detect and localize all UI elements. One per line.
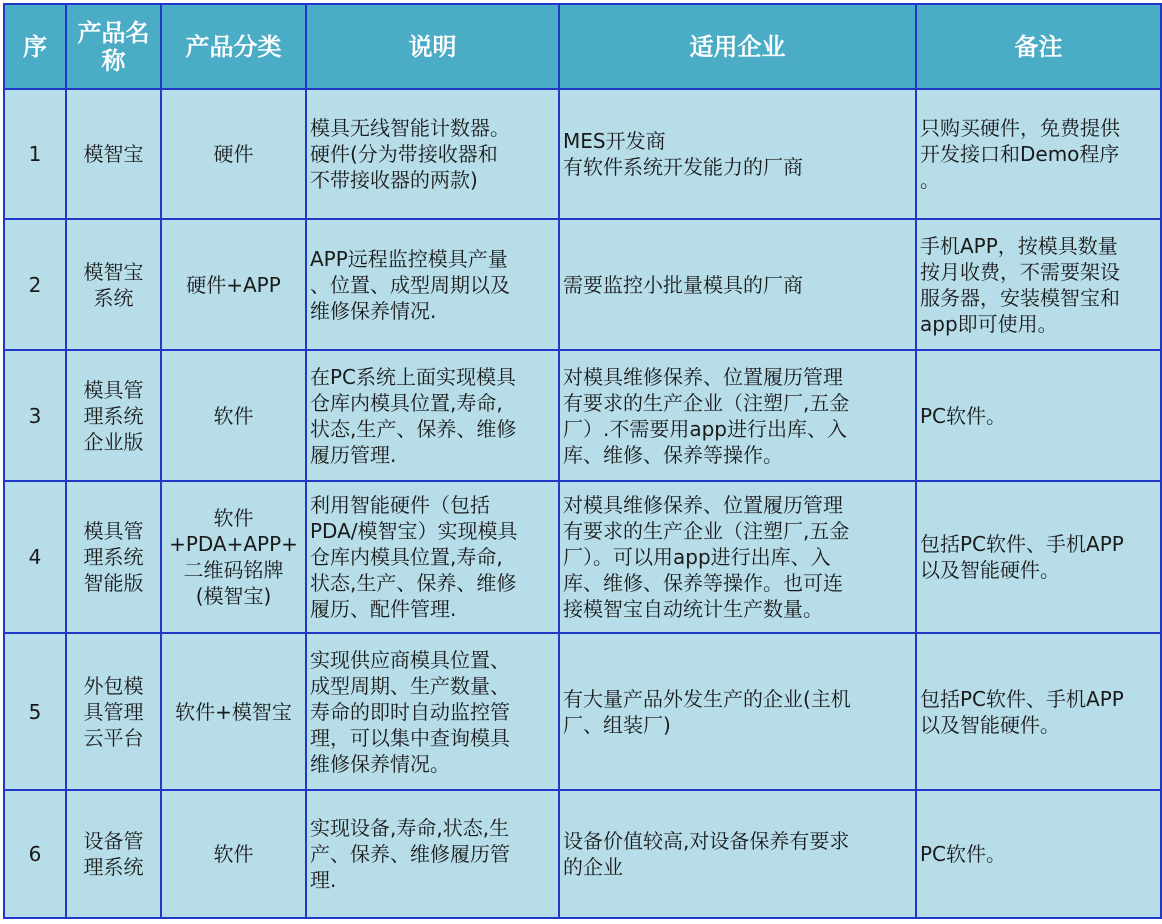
- cell-product-name: 设备管 理系统: [66, 790, 161, 918]
- cell-category: 软件+模智宝: [161, 633, 306, 790]
- cell-category: 硬件+APP: [161, 219, 306, 350]
- cell-no: 2: [4, 219, 66, 350]
- product-table: [3, 3, 1162, 919]
- cell-no: 4: [4, 481, 66, 633]
- cell-product-name: 外包模 具管理 云平台: [66, 633, 161, 790]
- cell-target-companies: 对模具维修保养、位置履历管理 有要求的生产企业（注塑厂,五金 厂）。可以用app进行出库、入 库、维修、保养等操作。也可连 接模智宝自动统计生产数量。: [559, 481, 916, 633]
- table-row: [4, 790, 1161, 918]
- cell-category: 软件: [161, 790, 306, 918]
- cell-target-companies: 对模具维修保养、位置履历管理 有要求的生产企业（注塑厂,五金 厂）.不需要用app进行出库、入 库、维修、保养等操作。: [559, 350, 916, 481]
- cell-remark: 手机APP，按模具数量 按月收费，不需要架设 服务器，安装模智宝和 app即可使用。: [916, 219, 1161, 350]
- header-category: 产品分类: [161, 4, 306, 89]
- cell-target-companies: 需要监控小批量模具的厂商: [559, 219, 916, 350]
- header-product-name: 产品名称: [66, 4, 161, 89]
- cell-no: 5: [4, 633, 66, 790]
- table-row: [4, 350, 1161, 481]
- cell-remark: 只购买硬件，免费提供 开发接口和Demo程序 。: [916, 89, 1161, 219]
- cell-remark: 包括PC软件、手机APP 以及智能硬件。: [916, 481, 1161, 633]
- cell-no: 1: [4, 89, 66, 219]
- cell-no: 3: [4, 350, 66, 481]
- cell-description: APP远程监控模具产量 、位置、成型周期以及 维修保养情况.: [306, 219, 559, 350]
- cell-product-name: 模智宝 系统: [66, 219, 161, 350]
- cell-description: 实现供应商模具位置、 成型周期、生产数量、 寿命的即时自动监控管 理，可以集中查询模具 维修保养情况。: [306, 633, 559, 790]
- cell-target-companies: 设备价值较高,对设备保养有要求 的企业: [559, 790, 916, 918]
- cell-product-name: 模具管 理系统 智能版: [66, 481, 161, 633]
- cell-product-name: 模智宝: [66, 89, 161, 219]
- table-row: [4, 633, 1161, 790]
- cell-description: 实现设备,寿命,状态,生 产、保养、维修履历管 理.: [306, 790, 559, 918]
- cell-target-companies: 有大量产品外发生产的企业(主机 厂、组装厂): [559, 633, 916, 790]
- header-remarks: 备注: [916, 4, 1161, 89]
- cell-product-name: 模具管 理系统 企业版: [66, 350, 161, 481]
- cell-description: 模具无线智能计数器。 硬件(分为带接收器和 不带接收器的两款): [306, 89, 559, 219]
- header-row: [4, 4, 1161, 89]
- cell-description: 在PC系统上面实现模具 仓库内模具位置,寿命, 状态,生产、保养、维修 履历管理.: [306, 350, 559, 481]
- header-description: 说明: [306, 4, 559, 89]
- cell-remark: PC软件。: [916, 350, 1161, 481]
- table-row: [4, 481, 1161, 633]
- cell-description: 利用智能硬件（包括 PDA/模智宝）实现模具 仓库内模具位置,寿命, 状态,生产、保养、维修 履历、配件管理.: [306, 481, 559, 633]
- header-target-companies: 适用企业: [559, 4, 916, 89]
- header-no: 序: [4, 4, 66, 89]
- table-row: [4, 89, 1161, 219]
- cell-remark: PC软件。: [916, 790, 1161, 918]
- cell-no: 6: [4, 790, 66, 918]
- cell-remark: 包括PC软件、手机APP 以及智能硬件。: [916, 633, 1161, 790]
- cell-target-companies: MES开发商 有软件系统开发能力的厂商: [559, 89, 916, 219]
- cell-category: 软件 +PDA+APP+ 二维码铭牌 (模智宝): [161, 481, 306, 633]
- table-row: [4, 219, 1161, 350]
- cell-category: 软件: [161, 350, 306, 481]
- cell-category: 硬件: [161, 89, 306, 219]
